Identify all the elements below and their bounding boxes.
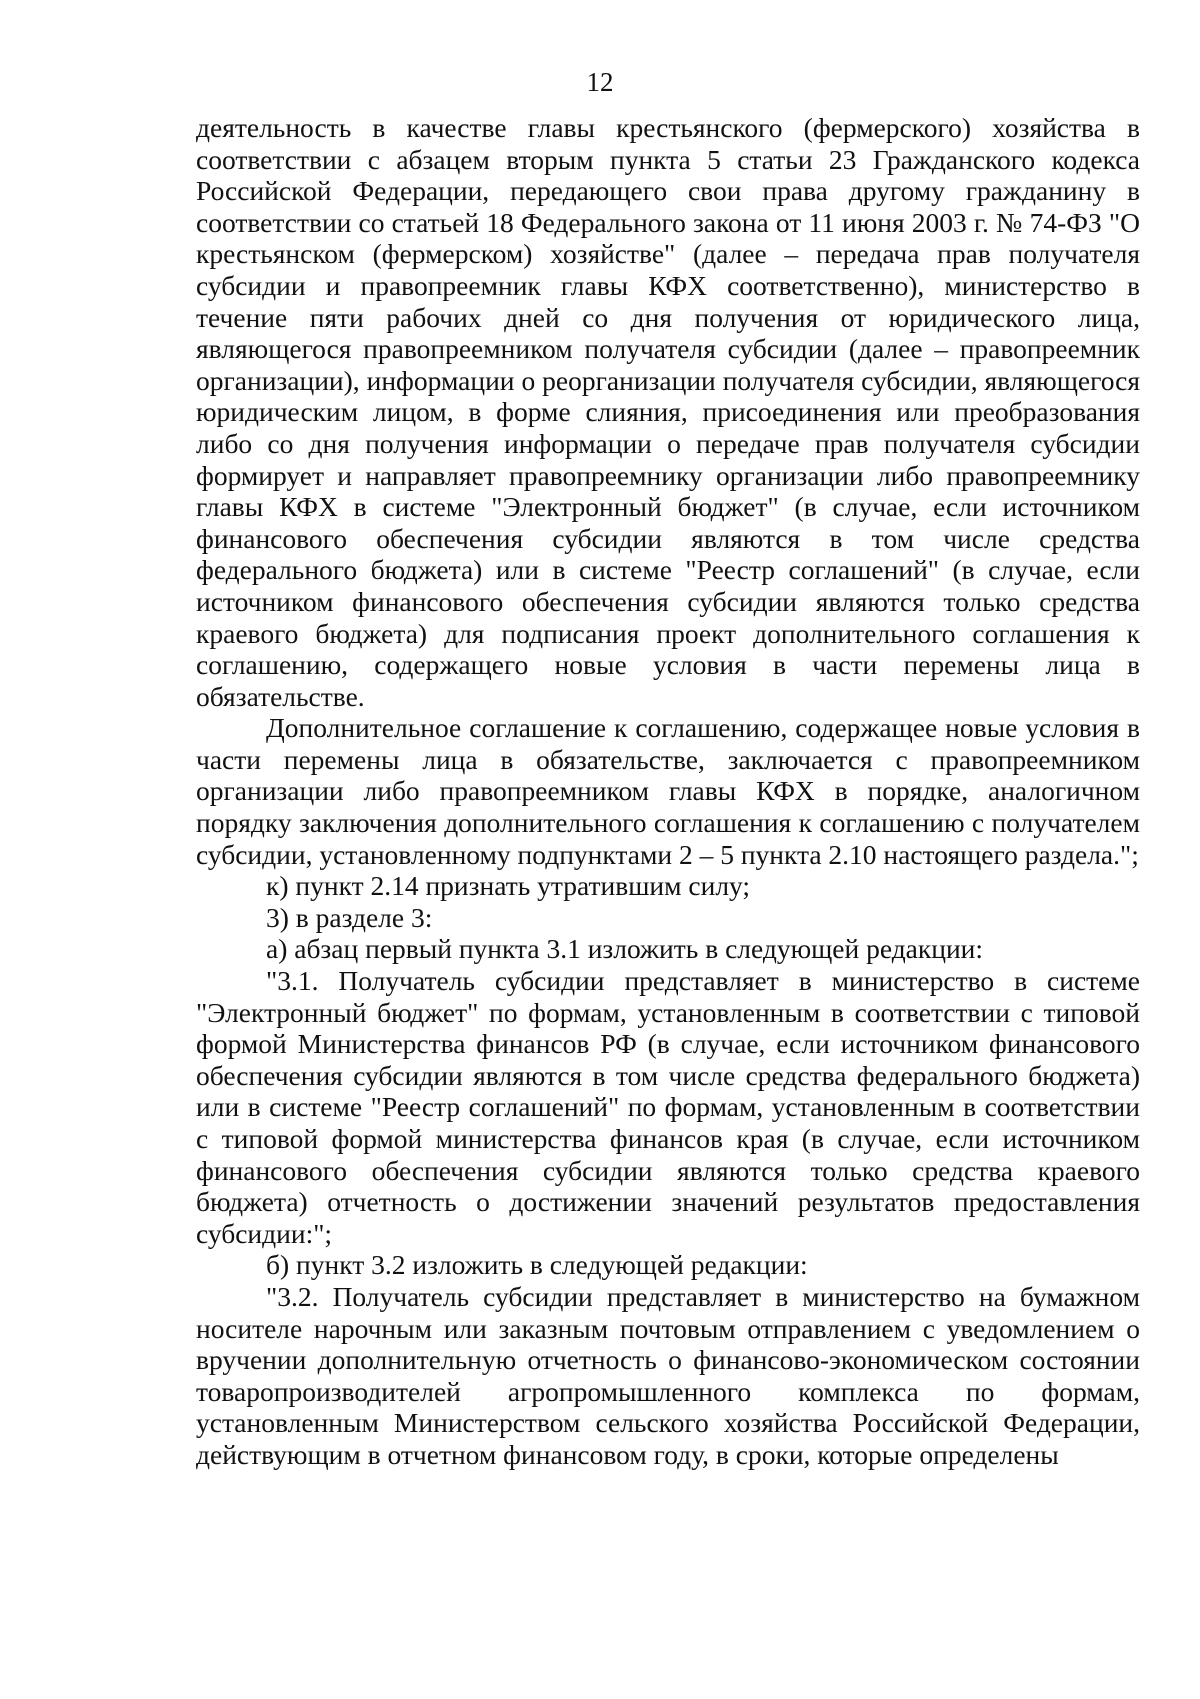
paragraph-section-3: 3) в разделе 3:: [266, 901, 433, 933]
paragraph-item-k: к) пункт 2.14 признать утратившим силу;: [266, 870, 751, 902]
paragraph-continuation: деятельность в качестве главы крестьянского (фермерского) хозяйства в соответствии с абзацем вторым пункта 5 статьи 23 Гражданского кодекса Российской Федерации, передающего свои права другому гражданину в соответствии со статьей 18 Федерального закона от 11 июня 2003 г. № 74-ФЗ "О крестьянском (фермерском) хозяйстве" (далее – передача прав получателя субсидии и правопреемник главы КФХ соответственно), министерство в течение пяти рабочих дней со дня получения от юридического лица, являющегося правопреемником получателя субсидии (далее – правопреемник организации), информации о реорганизации получателя субсидии, являющегося юридическим лицом, в форме слияния, присоединения или преобразования либо со дня получения информации о передаче прав получателя субсидии формирует и направляет правопреемнику организации либо правопреемнику главы КФХ в системе "Электронный бюджет" (в случае, если источником финансового обеспечения субсидии являются в том числе средства федерального бюджета) или в системе "Реестр соглашений" (в случае, если источником финансового обеспечения субсидии являются только средства краевого бюджета) для подписания проект дополнительного соглашения к соглашению, содержащего новые условия в части перемены лица в обязательстве.: [196, 112, 1140, 712]
document-body: [196, 112, 1140, 1471]
paragraph-item-b: б) пункт 3.2 изложить в следующей редакции:: [266, 1249, 808, 1281]
paragraph-clause-3-1: "3.1. Получатель субсидии представляет в министерство в системе "Электронный бюджет" по формам, установленным в соответствии с типовой формой Министерства финансов РФ (в случае, если источником финансового обеспечения субсидии являются в том числе средства федерального бюджета) или в системе "Реестр соглашений" по формам, установленным в соответствии с типовой формой министерства финансов края (в случае, если источником финансового обеспечения субсидии являются только средства краевого бюджета) отчетность о достижении значений результатов предоставления субсидии:";: [196, 965, 1140, 1249]
paragraph-item-a: а) абзац первый пункта 3.1 изложить в следующей редакции:: [266, 933, 984, 965]
page-number: 12: [586, 67, 614, 97]
paragraph-additional-agreement: Дополнительное соглашение к соглашению, содержащее новые условия в части перемены лица в обязательстве, заключается с правопреемником организации либо правопреемником главы КФХ в порядке, аналогичном порядку заключения дополнительного соглашения к соглашению с получателем субсидии, установленному подпунктами 2 – 5 пункта 2.10 настоящего раздела.";: [196, 712, 1140, 870]
paragraph-clause-3-2: "3.2. Получатель субсидии представляет в министерство на бумажном носителе нарочным или заказным почтовым отправлением с уведомлением о вручении дополнительную отчетность о финансово-экономическом состоянии товаропроизводителей агропромышленного комплекса по формам, установленным Министерством сельского хозяйства Российской Федерации, действующим в отчетном финансовом году, в сроки, которые определены: [196, 1280, 1140, 1470]
